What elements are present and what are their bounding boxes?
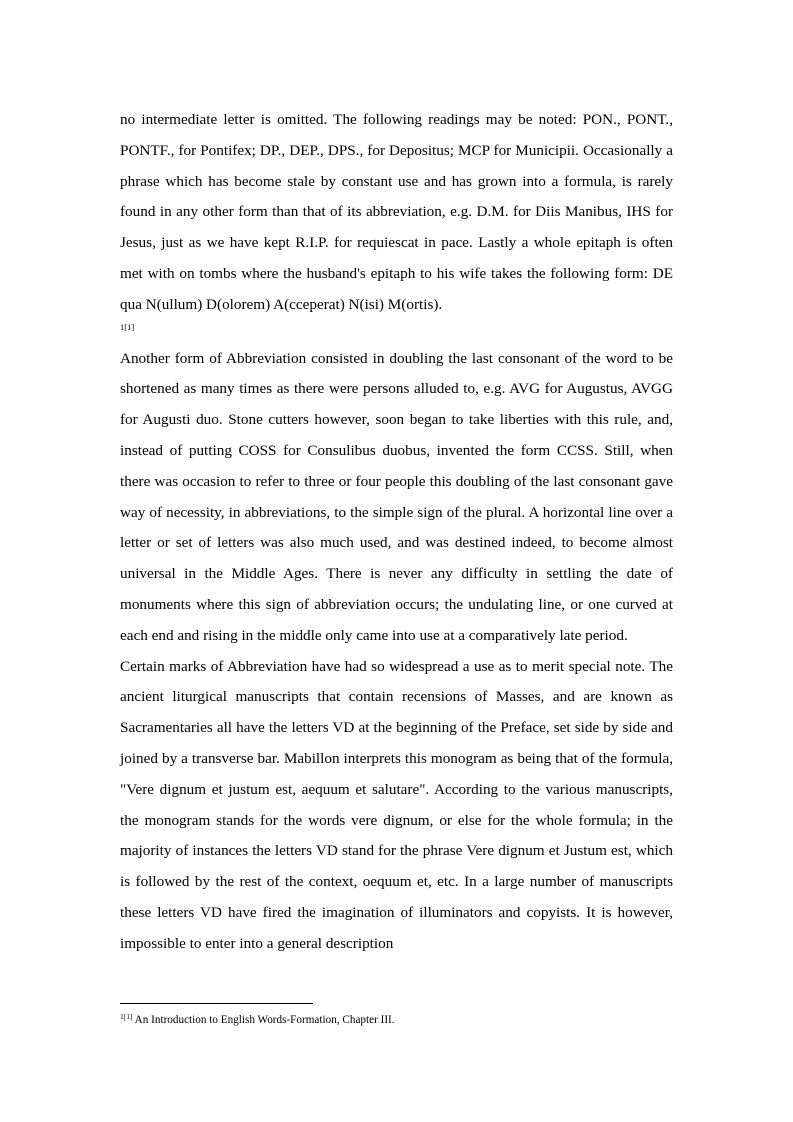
footnote-reference-line — [120, 321, 673, 339]
footnote-reference[interactable]: 1[1] — [120, 321, 135, 332]
paragraph-text: Another form of Abbreviation consisted in doubling the last consonant of the word to be shortened as many times as there were persons alluded to, e.g. AVG for Augustus, AVGG for Augusti duo. Stone cutters however, soon began to take liberties with this rule, and, instead of putting COSS for Consulibus duobus, invented the form CCSS. Still, when there was occasion to refer to three or four people this doubling of the last consonant gave way of necessity, in abbreviations, to the simple sign of the plural. A horizontal line over a letter or set of letters was also much used, and was destined indeed, to become almost universal in the Middle Ages. There is never any difficulty in settling the date of monuments where this sign of abbreviation occurs; the undulating line, or one curved at each end and rising in the middle only came into use at a comparatively late period. — [120, 349, 673, 644]
paragraph-abbreviation-readings — [120, 105, 673, 339]
footnote-text: An Introduction to English Words-Formation, Chapter III. — [132, 1014, 395, 1026]
footnote-marker: 1[1] — [120, 1012, 133, 1021]
body-text — [120, 105, 673, 960]
paragraph-text: no intermediate letter is omitted. The following readings may be noted: PON., PONT., PONTF., for Pontifex; DP., DEP., DPS., for Depositus; MCP for Municipii. Occasionally a phrase which has become stale by constant use and has grown into a formula, is rarely found in any other form than that of its abbreviation, e.g. D.M. for Diis Manibus, IHS for Jesus, just as we have kept R.I.P. for requiescat in pace. Lastly a whole epitaph is often met with on tombs where the husband's epitaph to his wife takes the following form: DE qua N(ullum) D(olorem) A(cceperat) N(isi) M(ortis). — [120, 111, 673, 313]
paragraph-marks-of-abbreviation — [120, 652, 673, 960]
paragraph-text: Certain marks of Abbreviation have had so widespread a use as to merit special note. The ancient liturgical manuscripts that contain recensions of Masses, and are known as Sacramentaries all have the letters VD at the beginning of the Preface, set side by side and joined by a transverse bar. Mabillon interprets this monogram as being that of the formula, "Vere dignum et justum est, aequum et salutare". According to the various manuscripts, the monogram stands for the words vere dignum, or else for the whole formula; in the majority of instances the letters VD stand for the phrase Vere dignum et Justum est, which is followed by the rest of the context, oequum et, etc. In a large number of manuscripts these letters VD have fired the imagination of illuminators and copyists. It is however, impossible to enter into a general description — [120, 657, 673, 952]
paragraph-doubling-consonants — [120, 344, 673, 652]
footnote — [120, 1013, 395, 1027]
footnote-separator — [120, 1003, 313, 1004]
